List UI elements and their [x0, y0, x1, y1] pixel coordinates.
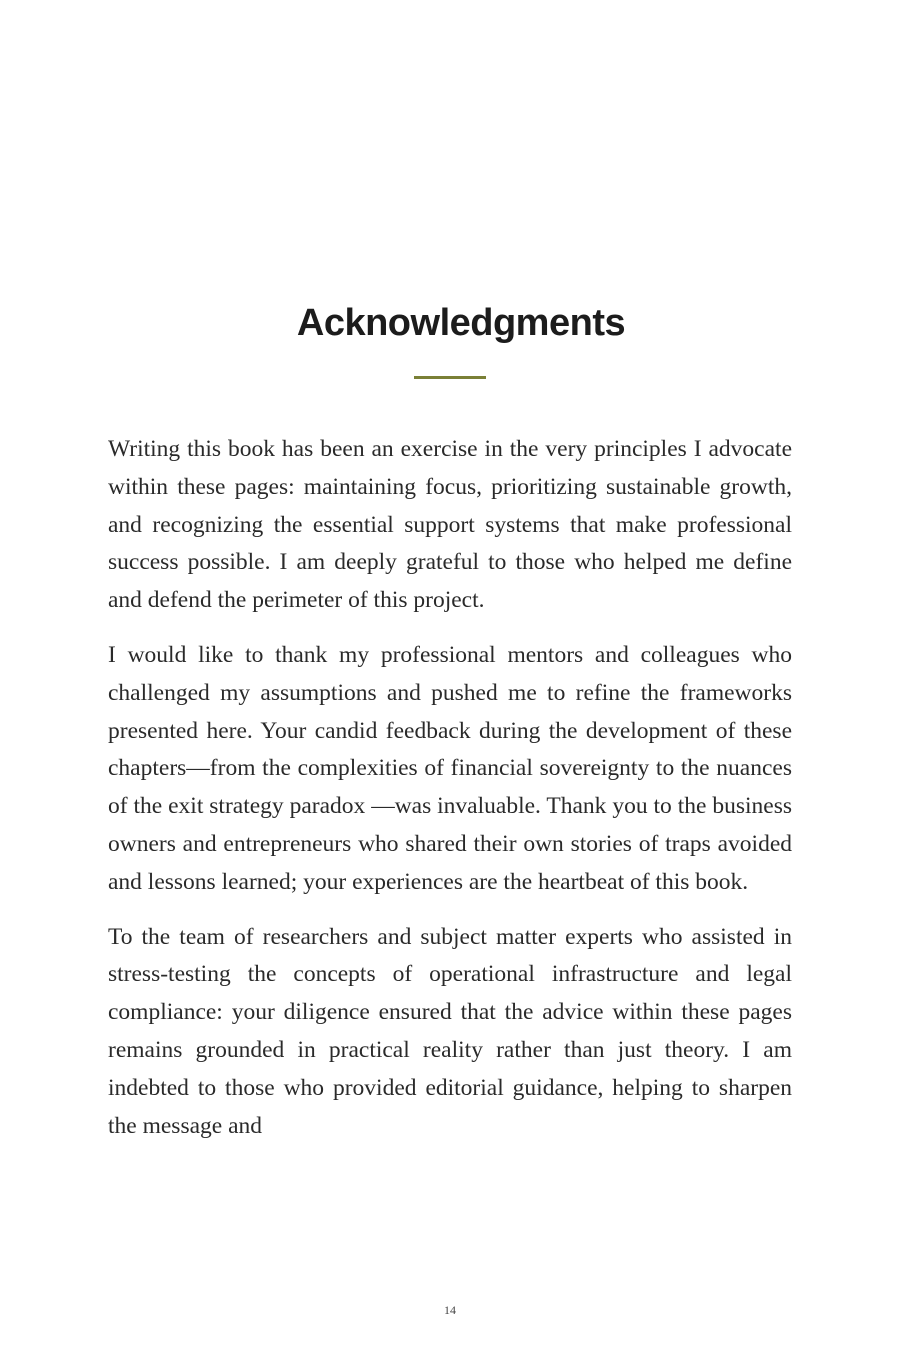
paragraph-1: Writing this book has been an exercise in the very principles I advocate within these pages: maintaining focus, prioritizing sustainable growth, and recognizing the essential support systems that make professional success possible. I am deeply grateful to those who helped me define and defend the perimeter of this project.: [108, 436, 792, 614]
title-divider: [414, 376, 486, 379]
paragraph-3: To the team of researchers and subject matter experts who assisted in stress-testing the concepts of operational infrastructure and legal compliance: your diligence ensured that the advice within these pages remains grounded in practical reality rather than just theory. I am indebted to those who provided editorial guidance, helping to sharpen the message and: [108, 923, 792, 1139]
page-title: Acknowledgments: [296, 302, 626, 344]
body-text: [108, 431, 792, 1162]
paragraph-2: I would like to thank my professional mentors and colleagues who challenged my assumptions and pushed me to refine the frameworks presented here. Your candid feedback during the development of these chapters—from the complexities of financial sovereignty to the nuances of the exit strategy paradox —was invaluable. Thank you to the business owners and entrepreneurs who shared their own stories of traps avoided and lessons learned; your experiences are the heartbeat of this book.: [108, 641, 792, 895]
page-number: 14: [444, 1303, 456, 1317]
